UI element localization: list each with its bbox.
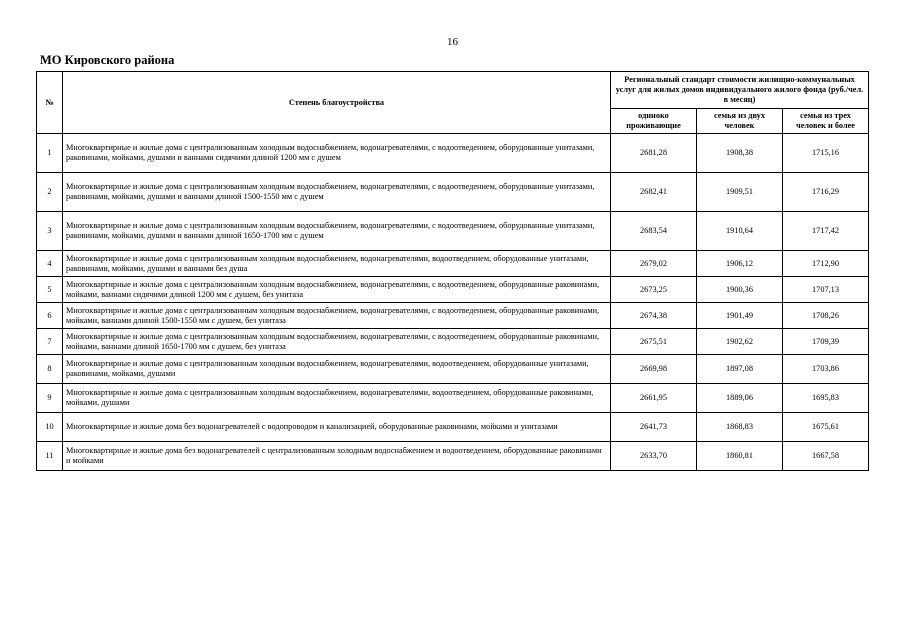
value-three: 1703,86 (783, 355, 869, 384)
row-description: Многоквартирные и жилые дома с централизованным холодным водоснабжением, водонагревателями, водоотведением, оборудованные раковинами, мойками, душами (63, 384, 611, 413)
row-number: 5 (37, 277, 63, 303)
value-single: 2675,51 (611, 329, 697, 355)
table-row (37, 212, 869, 251)
row-number: 6 (37, 303, 63, 329)
value-single: 2682,41 (611, 173, 697, 212)
row-description: Многоквартирные и жилые дома без водонагревателей с централизованным холодным водоснабжением и водоотведением, оборудованные раковинами и мойками (63, 442, 611, 471)
value-single: 2673,25 (611, 277, 697, 303)
table-row (37, 277, 869, 303)
value-two: 1910,64 (697, 212, 783, 251)
value-two: 1860,81 (697, 442, 783, 471)
value-three: 1708,26 (783, 303, 869, 329)
table-row (37, 134, 869, 173)
value-two: 1868,83 (697, 413, 783, 442)
header-two: семья из двух человек (697, 109, 783, 134)
row-description: Многоквартирные и жилые дома с централизованным холодным водоснабжением, водонагревателями, с водоотведением, оборудованные раковинами, мойками, ваннами сидячими длиной 1200 мм с душем, без унитаза (63, 277, 611, 303)
value-two: 1902,62 (697, 329, 783, 355)
value-single: 2674,38 (611, 303, 697, 329)
row-number: 11 (37, 442, 63, 471)
table-row (37, 251, 869, 277)
table-row (37, 413, 869, 442)
table-row (37, 173, 869, 212)
row-description: Многоквартирные и жилые дома с централизованным холодным водоснабжением, водонагревателями, с водоотведением, оборудованные раковинами, мойками, ваннами длиной 1650-1700 мм с душем, без унитаза (63, 329, 611, 355)
value-two: 1908,38 (697, 134, 783, 173)
value-two: 1906,12 (697, 251, 783, 277)
table-row (37, 384, 869, 413)
row-description: Многоквартирные и жилые дома с централизованным холодным водоснабжением, водонагревателями, с водоотведением, оборудованные раковинами, мойками, ваннами длиной 1500-1550 мм с душем, без унитаза (63, 303, 611, 329)
header-number: № (37, 72, 63, 134)
header-three: семья из трех человек и более (783, 109, 869, 134)
row-description: Многоквартирные и жилые дома с централизованным холодным водоснабжением, водонагревателями, с водоотведением, оборудованные унитазами, раковинами, мойками, душами и ваннами длиной 1650-1700 мм с душем (63, 212, 611, 251)
table-row (37, 329, 869, 355)
value-single: 2661,95 (611, 384, 697, 413)
value-two: 1889,06 (697, 384, 783, 413)
header-group: Региональный стандарт стоимости жилищно-коммунальных услуг для жилых домов индивидуального жилого фонда (руб./чел. в месяц) (611, 72, 869, 109)
header-single: одиноко проживающие (611, 109, 697, 134)
header-description: Степень благоустройства (63, 72, 611, 134)
table-row (37, 442, 869, 471)
row-description: Многоквартирные и жилые дома с централизованным холодным водоснабжением, водонагревателями, с водоотведением, оборудованные унитазами, раковинами, мойками, душами и ваннами сидячими длиной 1200 мм с душем (63, 134, 611, 173)
page-number: 16 (447, 36, 458, 48)
value-single: 2681,28 (611, 134, 697, 173)
value-three: 1675,61 (783, 413, 869, 442)
value-three: 1667,58 (783, 442, 869, 471)
value-two: 1897,08 (697, 355, 783, 384)
row-number: 9 (37, 384, 63, 413)
row-number: 4 (37, 251, 63, 277)
table-body (37, 134, 869, 471)
table-row (37, 303, 869, 329)
region-title: МО Кировского района (40, 53, 175, 67)
value-two: 1901,49 (697, 303, 783, 329)
tariff-table (36, 71, 869, 471)
value-three: 1715,16 (783, 134, 869, 173)
row-number: 3 (37, 212, 63, 251)
value-single: 2679,02 (611, 251, 697, 277)
value-single: 2669,98 (611, 355, 697, 384)
row-description: Многоквартирные и жилые дома без водонагревателей с водопроводом и канализацией, оборудованные раковинами, мойками и унитазами (63, 413, 611, 442)
row-number: 8 (37, 355, 63, 384)
value-single: 2683,54 (611, 212, 697, 251)
value-three: 1707,13 (783, 277, 869, 303)
value-three: 1695,83 (783, 384, 869, 413)
row-number: 1 (37, 134, 63, 173)
row-number: 2 (37, 173, 63, 212)
row-description: Многоквартирные и жилые дома с централизованным холодным водоснабжением, водонагревателями, водоотведением, оборудованные унитазами, раковинами, мойками, душами (63, 355, 611, 384)
value-three: 1709,39 (783, 329, 869, 355)
value-three: 1712,90 (783, 251, 869, 277)
value-single: 2641,73 (611, 413, 697, 442)
row-number: 10 (37, 413, 63, 442)
value-two: 1900,36 (697, 277, 783, 303)
table-row (37, 355, 869, 384)
value-single: 2633,70 (611, 442, 697, 471)
row-description: Многоквартирные и жилые дома с централизованным холодным водоснабжением, водонагревателями, водоотведением, оборудованные унитазами, раковинами, мойками, душами и ваннами без душа (63, 251, 611, 277)
row-description: Многоквартирные и жилые дома с централизованным холодным водоснабжением, водонагревателями, с водоотведением, оборудованные унитазами, раковинами, мойками, душами и ваннами длиной 1500-1550 мм с душем (63, 173, 611, 212)
value-two: 1909,51 (697, 173, 783, 212)
value-three: 1716,29 (783, 173, 869, 212)
row-number: 7 (37, 329, 63, 355)
value-three: 1717,42 (783, 212, 869, 251)
